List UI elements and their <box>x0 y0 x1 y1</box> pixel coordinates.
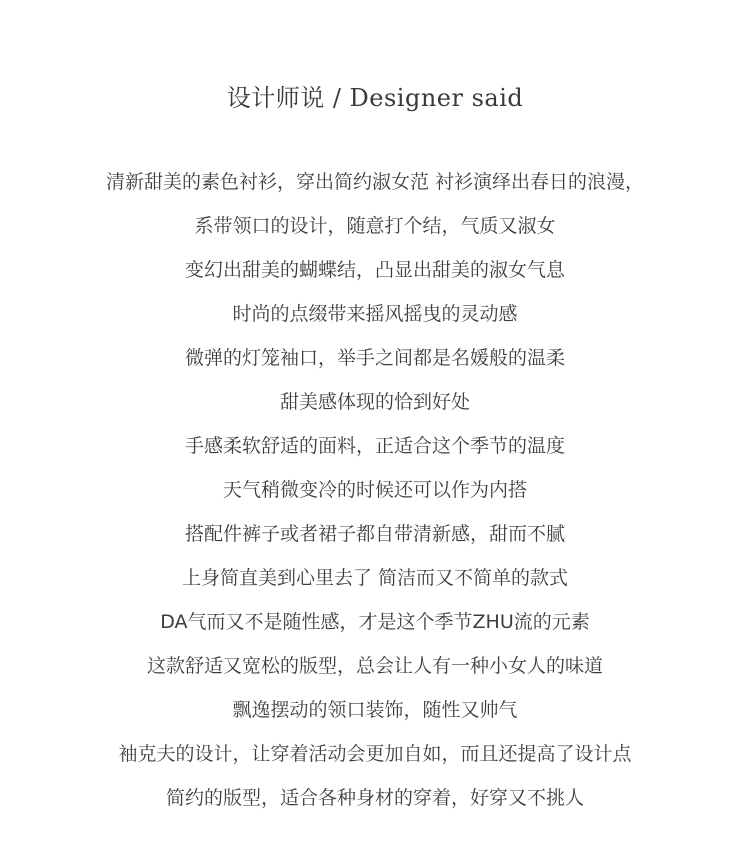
description-line: 时尚的点缀带来摇风摇曳的灵动感 <box>232 303 518 325</box>
description-line: 袖克夫的设计，让穿着活动会更加自如，而且还提高了设计点 <box>118 743 632 765</box>
description-line: 简约的版型，适合各种身材的穿着，好穿又不挑人 <box>165 787 584 809</box>
description-line: 手感柔软舒适的面料，正适合这个季节的温度 <box>184 435 565 457</box>
description-lines <box>0 160 750 820</box>
description-line: 搭配件裤子或者裙子都自带清新感，甜而不腻 <box>184 523 565 545</box>
title-chinese: 设计师说 <box>226 84 325 112</box>
page-title <box>0 80 750 116</box>
description-line: 清新甜美的素色衬衫，穿出简约淑女范 衬衫演绎出春日的浪漫， <box>105 171 645 193</box>
description-line: 上身简直美到心里去了 简洁而又不简单的款式 <box>181 567 569 589</box>
description-line: 甜美感体现的恰到好处 <box>279 391 470 413</box>
description-line: 这款舒适又宽松的版型，总会让人有一种小女人的味道 <box>146 655 603 677</box>
description-line: DA气而又不是随性感，才是这个季节ZHU流的元素 <box>160 611 590 633</box>
description-line: 变幻出甜美的蝴蝶结，凸显出甜美的淑女气息 <box>184 259 565 281</box>
title-separator: / <box>324 84 350 112</box>
title-english: Designer said <box>349 84 524 112</box>
description-line: 飘逸摆动的领口装饰，随性又帅气 <box>232 699 518 721</box>
description-line: 天气稍微变冷的时候还可以作为内搭 <box>222 479 527 501</box>
description-line: 微弹的灯笼袖口，举手之间都是名媛般的温柔 <box>184 347 565 369</box>
description-line: 系带领口的设计，随意打个结，气质又淑女 <box>194 215 556 237</box>
